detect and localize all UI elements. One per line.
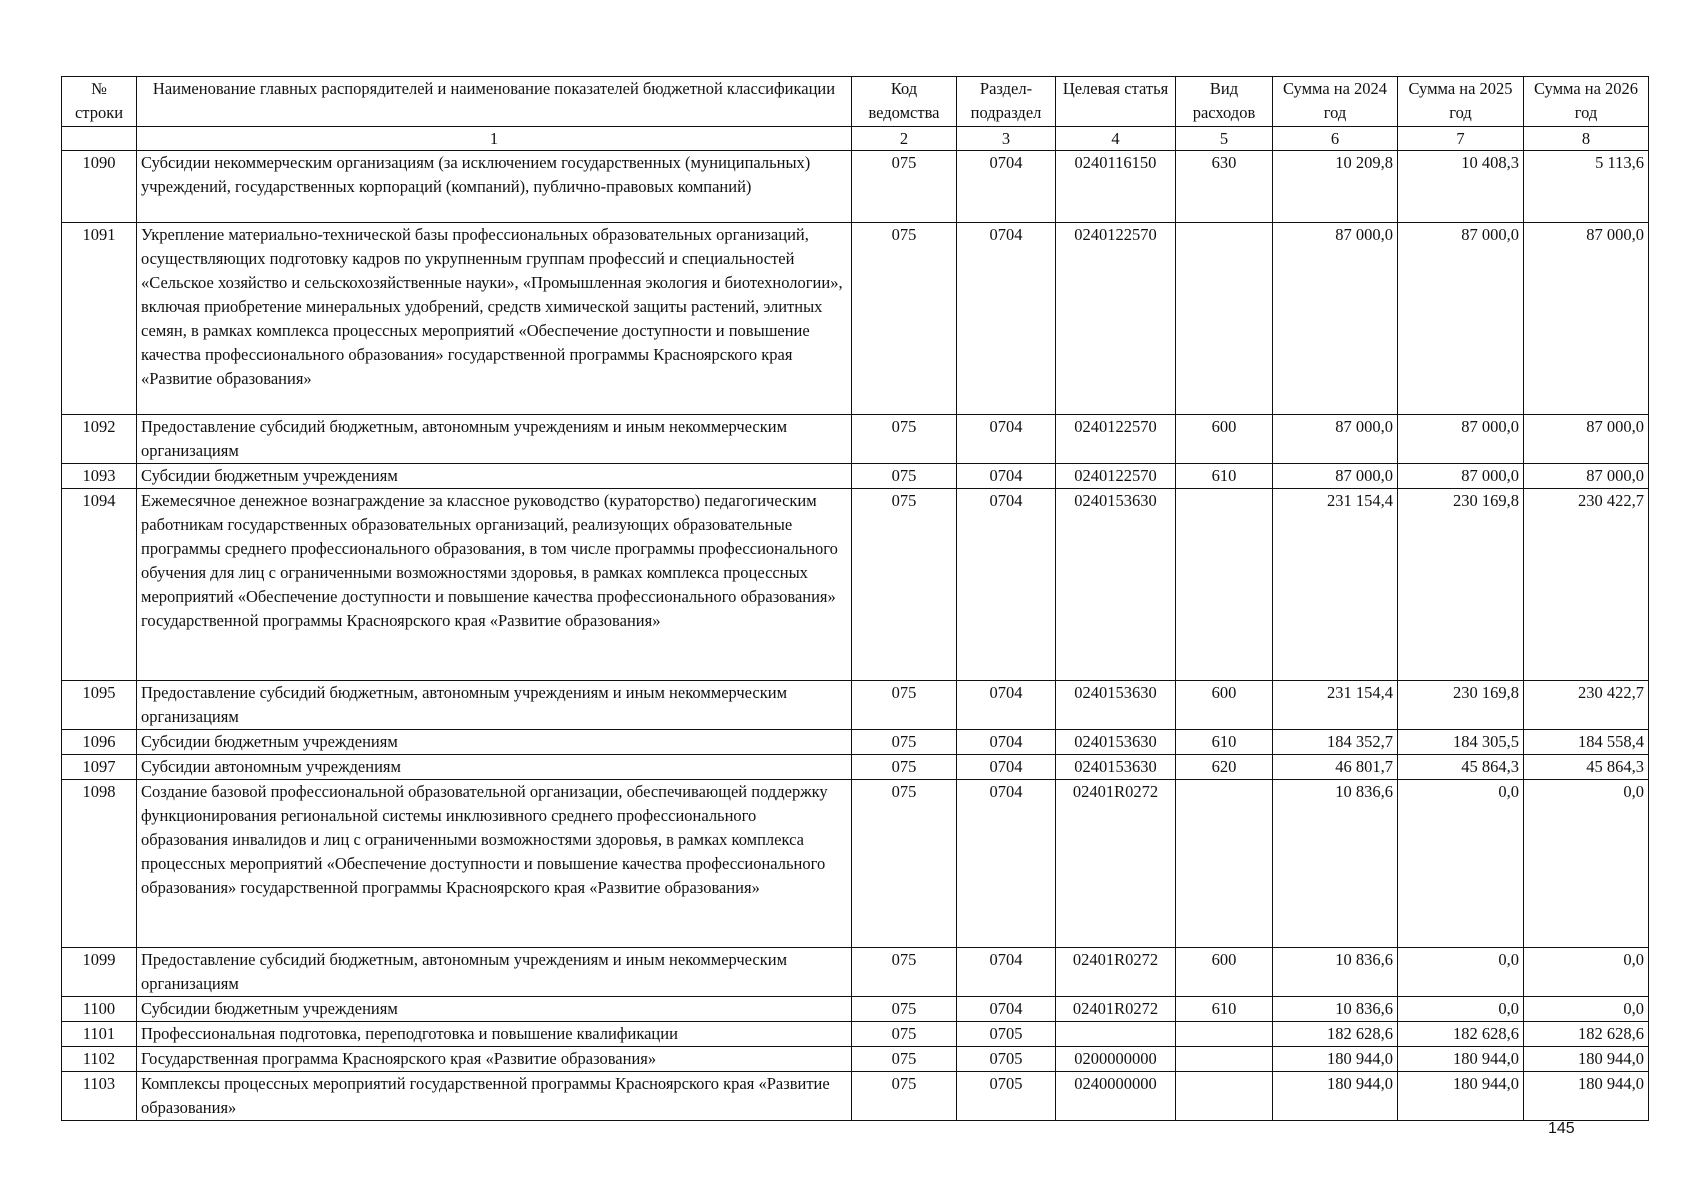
target-code: 0240000000: [1056, 1072, 1176, 1121]
dept-code: 075: [852, 780, 957, 948]
row-number: 1099: [62, 948, 137, 997]
column-index-cell: 4: [1056, 127, 1176, 151]
row-number: 1093: [62, 464, 137, 489]
row-number: 1100: [62, 997, 137, 1022]
expense-type: 600: [1176, 948, 1273, 997]
header-dept-code: Код ведомства: [852, 77, 957, 127]
target-code: 0240122570: [1056, 415, 1176, 464]
sum-2025: 87 000,0: [1398, 415, 1524, 464]
row-name: Субсидии бюджетным учреждениям: [137, 464, 852, 489]
target-code: 0200000000: [1056, 1047, 1176, 1072]
section-code: 0704: [957, 681, 1056, 730]
table-row: [62, 681, 1649, 730]
dept-code: 075: [852, 1022, 957, 1047]
sum-2024: 46 801,7: [1273, 755, 1398, 780]
row-number: 1098: [62, 780, 137, 948]
header-name: Наименование главных распорядителей и наименование показателей бюджетной классификации: [137, 77, 852, 127]
expense-type: 610: [1176, 730, 1273, 755]
expense-type: [1176, 489, 1273, 681]
row-number: 1101: [62, 1022, 137, 1047]
table-row: [62, 1072, 1649, 1121]
section-code: 0705: [957, 1022, 1056, 1047]
sum-2026: 180 944,0: [1524, 1072, 1649, 1121]
sum-2024: 10 836,6: [1273, 948, 1398, 997]
expense-type: [1176, 780, 1273, 948]
sum-2024: 10 836,6: [1273, 997, 1398, 1022]
row-number: 1090: [62, 151, 137, 223]
expense-type: [1176, 1047, 1273, 1072]
expense-type: [1176, 223, 1273, 415]
sum-2025: 87 000,0: [1398, 464, 1524, 489]
table-row: [62, 415, 1649, 464]
sum-2024: 182 628,6: [1273, 1022, 1398, 1047]
column-index-cell: 1: [137, 127, 852, 151]
sum-2024: 87 000,0: [1273, 415, 1398, 464]
section-code: 0704: [957, 464, 1056, 489]
dept-code: 075: [852, 755, 957, 780]
sum-2025: 180 944,0: [1398, 1047, 1524, 1072]
expense-type: 610: [1176, 464, 1273, 489]
column-index-cell: [62, 127, 137, 151]
sum-2025: 0,0: [1398, 997, 1524, 1022]
section-code: 0704: [957, 730, 1056, 755]
dept-code: 075: [852, 948, 957, 997]
sum-2024: 184 352,7: [1273, 730, 1398, 755]
target-code: 0240116150: [1056, 151, 1176, 223]
row-name: Предоставление субсидий бюджетным, автономным учреждениям и иным некоммерческим организациям: [137, 681, 852, 730]
sum-2026: 87 000,0: [1524, 223, 1649, 415]
section-code: 0705: [957, 1047, 1056, 1072]
sum-2025: 0,0: [1398, 780, 1524, 948]
row-name: Ежемесячное денежное вознаграждение за классное руководство (кураторство) педагогическим работникам государственных образовательных организаций, реализующих образовательные программы среднего профессионального образования, в том числе программы профессионального обучения для лиц с ограниченными возможностями здоровья, в рамках комплекса процессных мероприятий «Обеспечение доступности и повышение качества профессионального образования» государственной программы Красноярского края «Развитие образования»: [137, 489, 852, 681]
dept-code: 075: [852, 489, 957, 681]
sum-2024: 10 209,8: [1273, 151, 1398, 223]
sum-2025: 45 864,3: [1398, 755, 1524, 780]
header-sum-2026: Сумма на 2026 год: [1524, 77, 1649, 127]
sum-2026: 0,0: [1524, 948, 1649, 997]
dept-code: 075: [852, 1072, 957, 1121]
expense-type: 600: [1176, 415, 1273, 464]
table-row: [62, 997, 1649, 1022]
dept-code: 075: [852, 464, 957, 489]
sum-2026: 0,0: [1524, 780, 1649, 948]
column-index-cell: 7: [1398, 127, 1524, 151]
target-code: 02401R0272: [1056, 780, 1176, 948]
target-code: 0240122570: [1056, 464, 1176, 489]
target-code: 02401R0272: [1056, 997, 1176, 1022]
sum-2024: 231 154,4: [1273, 489, 1398, 681]
sum-2026: 87 000,0: [1524, 415, 1649, 464]
target-code: 0240153630: [1056, 681, 1176, 730]
column-index-cell: 6: [1273, 127, 1398, 151]
column-index-cell: 8: [1524, 127, 1649, 151]
table-row: [62, 223, 1649, 415]
table-row: [62, 151, 1649, 223]
sum-2024: 10 836,6: [1273, 780, 1398, 948]
header-sum-2024: Сумма на 2024 год: [1273, 77, 1398, 127]
section-code: 0704: [957, 948, 1056, 997]
row-number: 1095: [62, 681, 137, 730]
table-row: [62, 755, 1649, 780]
expense-type: 620: [1176, 755, 1273, 780]
table-row: [62, 489, 1649, 681]
section-code: 0704: [957, 415, 1056, 464]
expense-type: [1176, 1072, 1273, 1121]
dept-code: 075: [852, 997, 957, 1022]
row-number: 1103: [62, 1072, 137, 1121]
row-number: 1094: [62, 489, 137, 681]
row-name: Комплексы процессных мероприятий государственной программы Красноярского края «Развитие образования»: [137, 1072, 852, 1121]
row-name: Государственная программа Красноярского края «Развитие образования»: [137, 1047, 852, 1072]
dept-code: 075: [852, 223, 957, 415]
header-target: Целевая статья: [1056, 77, 1176, 127]
row-name: Профессиональная подготовка, переподготовка и повышение квалификации: [137, 1022, 852, 1047]
sum-2026: 230 422,7: [1524, 681, 1649, 730]
page-number: 145: [1548, 1120, 1575, 1137]
column-index-cell: 2: [852, 127, 957, 151]
sum-2025: 180 944,0: [1398, 1072, 1524, 1121]
row-number: 1091: [62, 223, 137, 415]
target-code: 0240153630: [1056, 755, 1176, 780]
table-row: [62, 464, 1649, 489]
target-code: 0240122570: [1056, 223, 1176, 415]
target-code: [1056, 1022, 1176, 1047]
sum-2026: 180 944,0: [1524, 1047, 1649, 1072]
row-name: Субсидии бюджетным учреждениям: [137, 997, 852, 1022]
table-row: [62, 1022, 1649, 1047]
header-expense-type: Вид расходов: [1176, 77, 1273, 127]
sum-2026: 5 113,6: [1524, 151, 1649, 223]
row-number: 1092: [62, 415, 137, 464]
sum-2026: 182 628,6: [1524, 1022, 1649, 1047]
dept-code: 075: [852, 681, 957, 730]
row-number: 1102: [62, 1047, 137, 1072]
dept-code: 075: [852, 1047, 957, 1072]
sum-2024: 180 944,0: [1273, 1047, 1398, 1072]
section-code: 0704: [957, 780, 1056, 948]
table-row: [62, 730, 1649, 755]
sum-2026: 0,0: [1524, 997, 1649, 1022]
header-section: Раздел-подраздел: [957, 77, 1056, 127]
budget-table: [61, 76, 1649, 1121]
row-name: Создание базовой профессиональной образовательной организации, обеспечивающей поддержку функционирования региональной системы инклюзивного среднего профессионального образования инвалидов и лиц с ограниченными возможностями здоровья, в рамках комплекса процессных мероприятий «Обеспечение доступности и повышение качества профессионального образования» государственной программы Красноярского края «Развитие образования»: [137, 780, 852, 948]
sum-2026: 184 558,4: [1524, 730, 1649, 755]
section-code: 0704: [957, 755, 1056, 780]
header-sum-2025: Сумма на 2025 год: [1398, 77, 1524, 127]
row-name: Субсидии автономным учреждениям: [137, 755, 852, 780]
sum-2025: 184 305,5: [1398, 730, 1524, 755]
column-index-row: [62, 127, 1649, 151]
sum-2026: 45 864,3: [1524, 755, 1649, 780]
target-code: 02401R0272: [1056, 948, 1176, 997]
sum-2026: 87 000,0: [1524, 464, 1649, 489]
table-row: [62, 1047, 1649, 1072]
sum-2025: 230 169,8: [1398, 681, 1524, 730]
sum-2025: 230 169,8: [1398, 489, 1524, 681]
column-index-cell: 5: [1176, 127, 1273, 151]
row-name: Предоставление субсидий бюджетным, автономным учреждениям и иным некоммерческим организациям: [137, 415, 852, 464]
row-name: Предоставление субсидий бюджетным, автономным учреждениям и иным некоммерческим организациям: [137, 948, 852, 997]
sum-2024: 180 944,0: [1273, 1072, 1398, 1121]
section-code: 0704: [957, 489, 1056, 681]
table-body: [62, 151, 1649, 1121]
expense-type: [1176, 1022, 1273, 1047]
row-name: Укрепление материально-технической базы профессиональных образовательных организаций, осуществляющих подготовку кадров по укрупненным группам профессий и специальностей «Сельское хозяйство и сельскохозяйственные науки», «Промышленная экология и биотехнологии», включая приобретение минеральных удобрений, средств химической защиты растений, элитных семян, в рамках комплекса процессных мероприятий «Обеспечение доступности и повышение качества профессионального образования» государственной программы Красноярского края «Развитие образования»: [137, 223, 852, 415]
sum-2026: 230 422,7: [1524, 489, 1649, 681]
row-number: 1096: [62, 730, 137, 755]
header-row-number: № строки: [62, 77, 137, 127]
row-number: 1097: [62, 755, 137, 780]
expense-type: 600: [1176, 681, 1273, 730]
section-code: 0704: [957, 997, 1056, 1022]
table-row: [62, 948, 1649, 997]
sum-2024: 87 000,0: [1273, 223, 1398, 415]
target-code: 0240153630: [1056, 489, 1176, 681]
dept-code: 075: [852, 151, 957, 223]
row-name: Субсидии бюджетным учреждениям: [137, 730, 852, 755]
table-row: [62, 780, 1649, 948]
dept-code: 075: [852, 415, 957, 464]
row-name: Субсидии некоммерческим организациям (за исключением государственных (муниципальных) учреждений, государственных корпораций (компаний), публично-правовых компаний): [137, 151, 852, 223]
target-code: 0240153630: [1056, 730, 1176, 755]
dept-code: 075: [852, 730, 957, 755]
expense-type: 610: [1176, 997, 1273, 1022]
section-code: 0704: [957, 223, 1056, 415]
sum-2025: 0,0: [1398, 948, 1524, 997]
sum-2025: 182 628,6: [1398, 1022, 1524, 1047]
section-code: 0704: [957, 151, 1056, 223]
column-index-cell: 3: [957, 127, 1056, 151]
sum-2024: 87 000,0: [1273, 464, 1398, 489]
sum-2025: 10 408,3: [1398, 151, 1524, 223]
expense-type: 630: [1176, 151, 1273, 223]
section-code: 0705: [957, 1072, 1056, 1121]
sum-2024: 231 154,4: [1273, 681, 1398, 730]
sum-2025: 87 000,0: [1398, 223, 1524, 415]
